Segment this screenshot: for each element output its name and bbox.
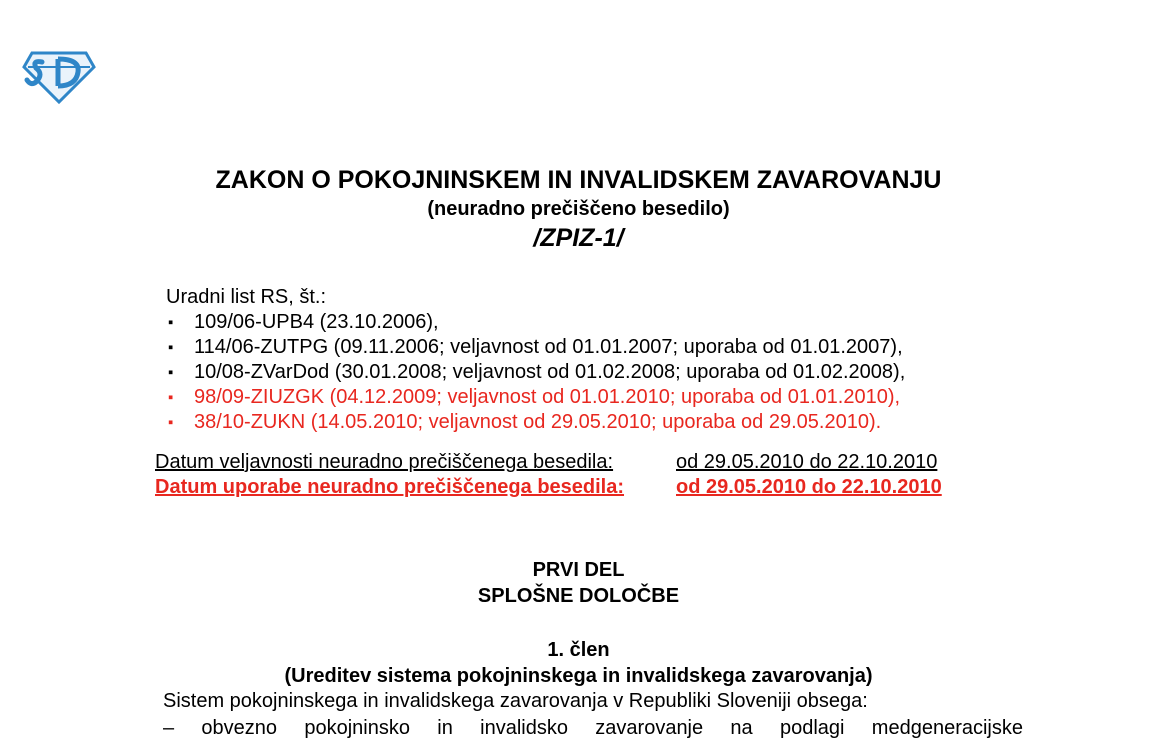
- law-abbreviation: /ZPIZ-1/: [533, 224, 624, 252]
- gazette-item: ▪ 10/08-ZVarDod (30.01.2008; veljavnost od 01.02.2008; uporaba od 01.02.2008),: [168, 361, 906, 383]
- part-title: SPLOŠNE DOLOČBE: [477, 585, 680, 607]
- validity-date-label: Datum veljavnosti neuradno prečiščenega besedila:: [155, 451, 614, 473]
- part-number: PRVI DEL: [532, 559, 625, 581]
- sd-diamond-logo-icon: [22, 50, 96, 104]
- official-gazette-list: [166, 285, 905, 435]
- bullet-icon: ▪: [168, 414, 174, 431]
- article-title: (Ureditev sistema pokojninskega in invalidskega zavarovanja): [284, 665, 873, 687]
- gazette-label: Uradni list RS, št.:: [166, 286, 327, 308]
- application-date-label: Datum uporabe neuradno prečiščenega besedila:: [155, 476, 625, 498]
- article-intro: Sistem pokojninskega in invalidskega zavarovanja v Republiki Sloveniji obsega:: [163, 690, 868, 712]
- part-heading: [0, 557, 1157, 609]
- bullet-icon: ▪: [168, 389, 174, 406]
- document-subtitle: (neuradno prečiščeno besedilo): [427, 198, 730, 220]
- article-heading: [0, 637, 1157, 689]
- gazette-item: ▪ 114/06-ZUTPG (09.11.2006; veljavnost od 01.01.2007; uporaba od 01.01.2007),: [168, 336, 903, 358]
- article-number: 1. člen: [547, 639, 610, 661]
- bullet-icon: ▪: [168, 364, 174, 381]
- article-item: – obvezno pokojninsko in invalidsko zavarovanje na podlagi medgeneracijske: [163, 717, 1023, 739]
- document-title: ZAKON O POKOJNINSKEM IN INVALIDSKEM ZAVAROVANJU: [215, 166, 942, 194]
- bullet-icon: ▪: [168, 314, 174, 331]
- validity-date-value: od 29.05.2010 do 22.10.2010: [676, 451, 938, 473]
- gazette-item-amended: ▪ 98/09-ZIUZGK (04.12.2009; veljavnost od 01.01.2010; uporaba od 01.01.2010),: [168, 386, 901, 408]
- gazette-item-amended: ▪ 38/10-ZUKN (14.05.2010; veljavnost od 29.05.2010; uporaba od 29.05.2010).: [168, 411, 882, 433]
- application-date-value: od 29.05.2010 do 22.10.2010: [676, 476, 942, 498]
- bullet-icon: ▪: [168, 339, 174, 356]
- gazette-item: ▪ 109/06-UPB4 (23.10.2006),: [168, 311, 439, 333]
- article-body: [163, 688, 1023, 742]
